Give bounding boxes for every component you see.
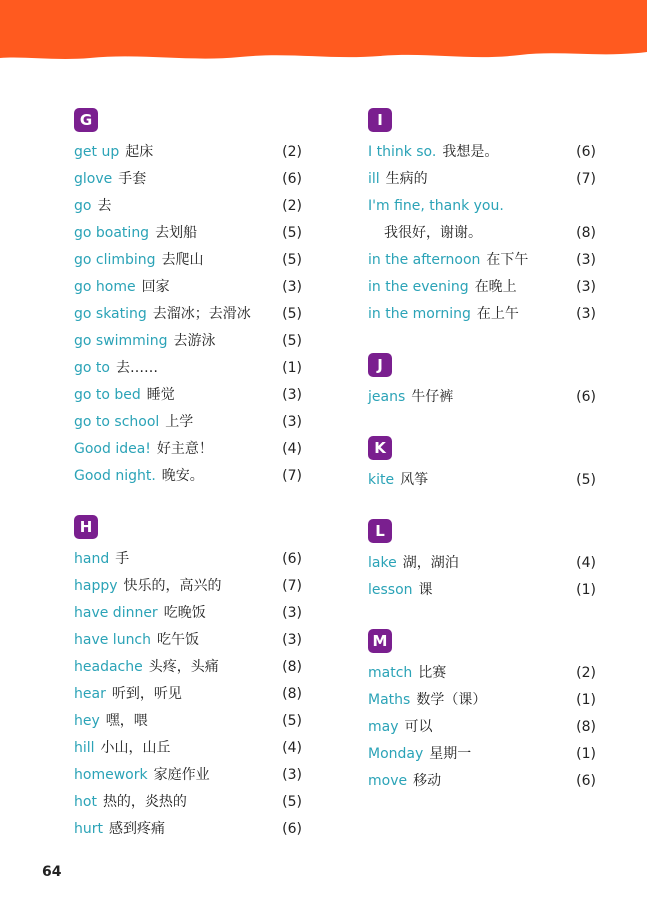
unit-number: (8) xyxy=(576,719,596,735)
vocab-entry xyxy=(368,247,596,274)
chinese-meaning: 去爬山 xyxy=(161,252,204,268)
unit-number: (5) xyxy=(576,472,596,488)
vocab-entry xyxy=(368,660,596,687)
chinese-meaning: 在上午 xyxy=(476,306,519,322)
unit-number: (4) xyxy=(282,441,302,457)
english-term: jeans xyxy=(368,389,406,405)
unit-number: (3) xyxy=(576,252,596,268)
unit-number: (3) xyxy=(576,279,596,295)
letter-badge: J xyxy=(368,353,392,377)
unit-number: (6) xyxy=(576,773,596,789)
english-term: hill xyxy=(74,740,95,756)
unit-number: (4) xyxy=(576,555,596,571)
english-term: Good idea! xyxy=(74,441,151,457)
chinese-meaning: 移动 xyxy=(413,773,442,789)
unit-number: (8) xyxy=(282,686,302,702)
english-term: I think so. xyxy=(368,144,437,160)
unit-number: (2) xyxy=(282,198,302,214)
unit-number: (5) xyxy=(282,306,302,322)
chinese-meaning: 家庭作业 xyxy=(153,767,210,783)
chinese-meaning: 头疼，头痛 xyxy=(148,659,219,675)
chinese-meaning: 风筝 xyxy=(400,472,429,488)
english-term: in the afternoon xyxy=(368,252,481,268)
chinese-meaning: 起床 xyxy=(125,144,154,160)
unit-number: (1) xyxy=(576,746,596,762)
vocab-entry xyxy=(74,193,302,220)
english-term: move xyxy=(368,773,408,789)
chinese-meaning: 吃晚饭 xyxy=(163,605,206,621)
chinese-meaning: 去溜冰；去滑冰 xyxy=(152,306,251,322)
unit-number: (5) xyxy=(282,794,302,810)
vocab-entry xyxy=(74,220,302,247)
chinese-meaning: 热的，炎热的 xyxy=(102,794,187,810)
top-header-band xyxy=(0,0,647,70)
page-number: 64 xyxy=(42,864,62,880)
english-term: lesson xyxy=(368,582,413,598)
english-term: hand xyxy=(74,551,110,567)
vocab-entry xyxy=(368,577,596,604)
chinese-meaning: 睡觉 xyxy=(146,387,175,403)
vocab-entry xyxy=(368,193,596,220)
unit-number: (6) xyxy=(576,144,596,160)
english-term: get up xyxy=(74,144,120,160)
chinese-meaning: 回家 xyxy=(141,279,170,295)
letter-badge: H xyxy=(74,515,98,539)
english-term: Monday xyxy=(368,746,424,762)
english-term: ill xyxy=(368,171,380,187)
unit-number: (1) xyxy=(576,582,596,598)
vocab-entry xyxy=(368,139,596,166)
chinese-meaning: 去游泳 xyxy=(173,333,216,349)
unit-number: (2) xyxy=(576,665,596,681)
unit-number: (2) xyxy=(282,144,302,160)
vocab-entry xyxy=(368,274,596,301)
chinese-meaning: 听到，听见 xyxy=(111,686,182,702)
english-term: hey xyxy=(74,713,100,729)
vocab-entry xyxy=(74,627,302,654)
vocab-entry xyxy=(74,681,302,708)
chinese-meaning: 晚安。 xyxy=(161,468,204,484)
vocab-entry xyxy=(74,409,302,436)
english-term: go home xyxy=(74,279,136,295)
vocab-entry xyxy=(368,467,596,494)
unit-number: (6) xyxy=(282,171,302,187)
unit-number: (7) xyxy=(576,171,596,187)
letter-badge: M xyxy=(368,629,392,653)
english-term: headache xyxy=(74,659,143,675)
section-j xyxy=(368,353,596,411)
vocab-entry xyxy=(368,220,596,247)
unit-number: (3) xyxy=(282,767,302,783)
unit-number: (8) xyxy=(576,225,596,241)
english-term: go boating xyxy=(74,225,150,241)
chinese-meaning: 好主意！ xyxy=(156,441,213,457)
letter-badge: G xyxy=(74,108,98,132)
english-term: go climbing xyxy=(74,252,156,268)
english-term: lake xyxy=(368,555,397,571)
vocab-entry xyxy=(74,463,302,490)
unit-number: (5) xyxy=(282,333,302,349)
vocab-entry xyxy=(74,546,302,573)
vocab-entry xyxy=(74,762,302,789)
vocab-entry xyxy=(368,166,596,193)
vocab-entry xyxy=(368,301,596,328)
chinese-meaning: 湖，湖泊 xyxy=(402,555,459,571)
chinese-meaning: 快乐的，高兴的 xyxy=(123,578,222,594)
unit-number: (3) xyxy=(282,279,302,295)
vocab-entry xyxy=(368,550,596,577)
chinese-meaning: 去划船 xyxy=(155,225,198,241)
chinese-meaning: 牛仔裤 xyxy=(411,389,454,405)
english-term: in the evening xyxy=(368,279,469,295)
english-term: Good night. xyxy=(74,468,156,484)
vocab-entry xyxy=(74,139,302,166)
chinese-meaning: 感到疼痛 xyxy=(109,821,165,837)
header-band-shape xyxy=(0,0,647,59)
unit-number: (5) xyxy=(282,713,302,729)
english-term: in the morning xyxy=(368,306,471,322)
english-term: go xyxy=(74,198,92,214)
unit-number: (7) xyxy=(282,578,302,594)
chinese-meaning: 数学（课） xyxy=(416,692,487,708)
chinese-meaning: 手 xyxy=(115,551,130,567)
unit-number: (3) xyxy=(282,632,302,648)
vocab-entry xyxy=(74,382,302,409)
vocab-entry xyxy=(74,816,302,843)
unit-number: (6) xyxy=(282,551,302,567)
chinese-meaning: 吃午饭 xyxy=(157,632,200,648)
english-term: go to school xyxy=(74,414,160,430)
english-term: go swimming xyxy=(74,333,168,349)
vocab-entry xyxy=(74,274,302,301)
vocab-entry xyxy=(74,166,302,193)
section-i xyxy=(368,108,596,328)
unit-number: (1) xyxy=(576,692,596,708)
unit-number: (3) xyxy=(282,387,302,403)
chinese-meaning: 比赛 xyxy=(418,665,447,681)
section-g xyxy=(74,108,302,490)
section-k xyxy=(368,436,596,494)
unit-number: (6) xyxy=(576,389,596,405)
unit-number: (3) xyxy=(282,605,302,621)
chinese-meaning: 手套 xyxy=(118,171,147,187)
left-column xyxy=(74,108,302,868)
unit-number: (6) xyxy=(282,821,302,837)
letter-badge: K xyxy=(368,436,392,460)
chinese-meaning: 可以 xyxy=(404,719,433,735)
unit-number: (8) xyxy=(282,659,302,675)
vocab-entry xyxy=(368,741,596,768)
vocab-entry xyxy=(74,301,302,328)
chinese-meaning: 在晚上 xyxy=(474,279,517,295)
chinese-meaning: 我想是。 xyxy=(442,144,499,160)
english-term: Maths xyxy=(368,692,411,708)
right-column xyxy=(368,108,596,820)
english-term: happy xyxy=(74,578,118,594)
unit-number: (3) xyxy=(576,306,596,322)
vocab-entry xyxy=(74,600,302,627)
letter-badge: L xyxy=(368,519,392,543)
chinese-meaning: 星期一 xyxy=(429,746,472,762)
english-term: match xyxy=(368,665,413,681)
vocab-entry xyxy=(368,384,596,411)
chinese-meaning: 在下午 xyxy=(486,252,529,268)
chinese-meaning: 我很好，谢谢。 xyxy=(384,225,482,241)
vocab-entry xyxy=(74,735,302,762)
english-term: go to bed xyxy=(74,387,141,403)
section-l xyxy=(368,519,596,604)
vocab-entry xyxy=(74,708,302,735)
english-term: have lunch xyxy=(74,632,152,648)
letter-badge: I xyxy=(368,108,392,132)
chinese-meaning: 去…… xyxy=(115,360,158,376)
english-term: have dinner xyxy=(74,605,158,621)
vocab-entry xyxy=(74,573,302,600)
section-m xyxy=(368,629,596,795)
unit-number: (5) xyxy=(282,252,302,268)
english-term: hot xyxy=(74,794,97,810)
unit-number: (3) xyxy=(282,414,302,430)
chinese-meaning: 嘿，喂 xyxy=(105,713,148,729)
chinese-meaning: 课 xyxy=(418,582,433,598)
section-h xyxy=(74,515,302,843)
chinese-meaning: 生病的 xyxy=(385,171,428,187)
unit-number: (4) xyxy=(282,740,302,756)
vocab-entry xyxy=(368,768,596,795)
vocab-entry xyxy=(74,247,302,274)
english-term: homework xyxy=(74,767,148,783)
vocab-entry xyxy=(74,789,302,816)
english-term: hear xyxy=(74,686,106,702)
chinese-meaning: 去 xyxy=(97,198,112,214)
english-term: go skating xyxy=(74,306,147,322)
english-term: may xyxy=(368,719,399,735)
english-term: go to xyxy=(74,360,110,376)
vocab-entry xyxy=(368,714,596,741)
vocab-entry xyxy=(74,355,302,382)
chinese-meaning: 上学 xyxy=(165,414,194,430)
unit-number: (5) xyxy=(282,225,302,241)
chinese-meaning: 小山，山丘 xyxy=(100,740,171,756)
unit-number: (1) xyxy=(282,360,302,376)
english-term: glove xyxy=(74,171,113,187)
english-term: I'm fine, thank you. xyxy=(368,198,504,214)
unit-number: (7) xyxy=(282,468,302,484)
english-term: kite xyxy=(368,472,395,488)
vocab-entry xyxy=(74,436,302,463)
vocab-entry xyxy=(74,654,302,681)
vocab-entry xyxy=(74,328,302,355)
english-term: hurt xyxy=(74,821,103,837)
vocab-entry xyxy=(368,687,596,714)
